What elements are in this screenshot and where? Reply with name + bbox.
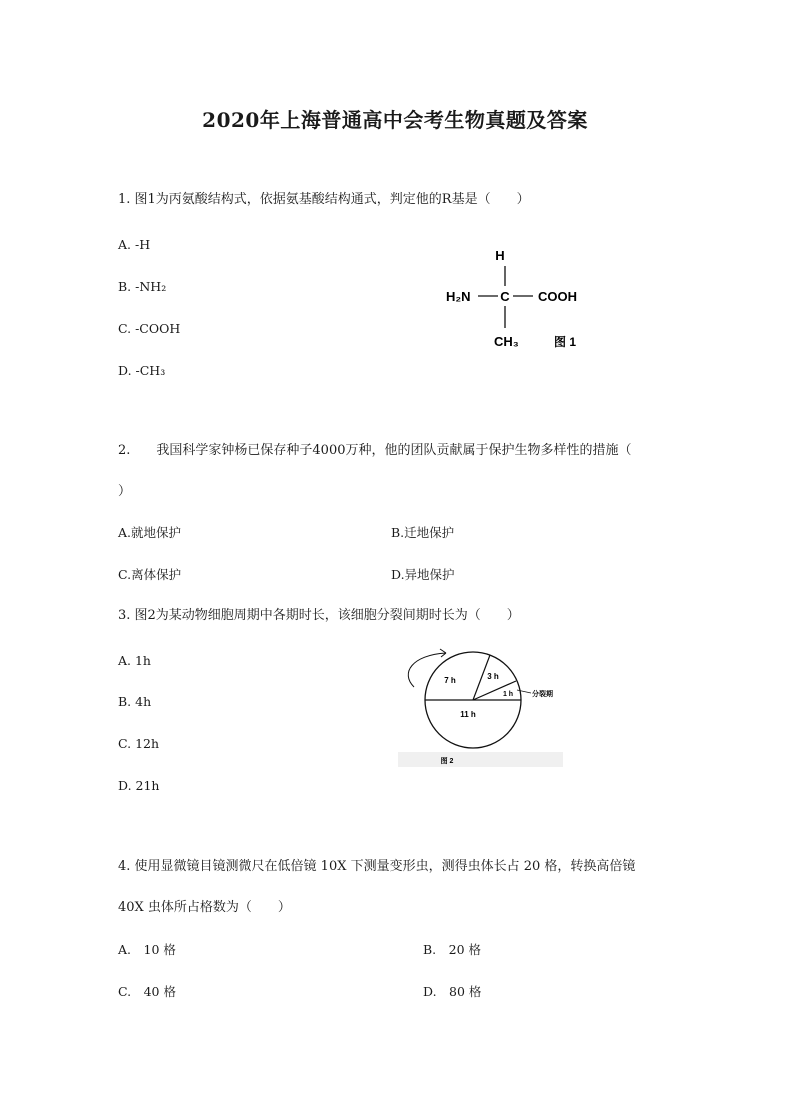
- question-4-option-b: B. 20 格: [423, 942, 482, 957]
- question-4-option-d: D. 80 格: [423, 984, 482, 999]
- question-2-stem-line2: ）: [118, 484, 132, 499]
- cell-cycle-figure: [398, 645, 568, 770]
- segment-3h-label: 3 h: [487, 672, 499, 681]
- question-3-option-b: B. 4h: [118, 694, 152, 709]
- question-3-option-d: D. 21h: [118, 778, 160, 793]
- question-4-option-c: C. 40 格: [118, 984, 176, 999]
- question-3-stem: 3. 图2为某动物细胞周期中各期时长，该细胞分裂间期时长为（ ）: [118, 608, 520, 623]
- segment-1h-label: 1 h: [502, 691, 514, 698]
- question-3-option-a: A. 1h: [118, 653, 151, 668]
- question-3-option-c: C. 12h: [118, 736, 160, 751]
- question-2-option-d: D.异地保护: [391, 567, 455, 582]
- figure-2-caption: 图 2: [440, 758, 454, 765]
- atom-c-center: C: [500, 289, 510, 304]
- question-2-option-c: C.离体保护: [118, 567, 182, 582]
- question-2-option-b: B.迁地保护: [391, 525, 455, 540]
- segment-11h-label: 11 h: [460, 710, 476, 719]
- atom-ch3: CH₃: [494, 334, 519, 349]
- question-4-option-a: A. 10 格: [118, 942, 176, 957]
- question-4-stem-line1: 4. 使用显微镜目镜测微尺在低倍镜 10X 下测量变形虫，测得虫体长占 20 格，转换高倍镜: [118, 859, 636, 874]
- question-1-option-a: A. -H: [118, 237, 151, 252]
- mitosis-callout: 分裂期: [532, 691, 553, 698]
- atom-h2n: H₂N: [446, 289, 471, 304]
- figure-1-caption: 图 1: [554, 335, 577, 349]
- question-1-option-d: D. -CH₃: [118, 363, 166, 378]
- alanine-structure-figure: [440, 240, 600, 355]
- question-1-option-b: B. -NH₂: [118, 279, 167, 294]
- question-1-option-c: C. -COOH: [118, 321, 181, 336]
- page-title: 2020年上海普通高中会考生物真题及答案: [202, 108, 588, 132]
- question-2-option-a: A.就地保护: [118, 525, 182, 540]
- segment-7h-label: 7 h: [444, 676, 456, 685]
- atom-h-top: H: [495, 248, 505, 263]
- question-2-stem-line1: 2. 我国科学家钟杨已保存种子4000万种，他的团队贡献属于保护生物多样性的措施（: [118, 443, 632, 458]
- question-4-stem-line2: 40X 虫体所占格数为（ ）: [118, 900, 291, 915]
- atom-cooh: COOH: [538, 289, 577, 304]
- question-1-stem: 1. 图1为丙氨酸结构式，依据氨基酸结构通式，判定他的R基是（ ）: [118, 192, 530, 207]
